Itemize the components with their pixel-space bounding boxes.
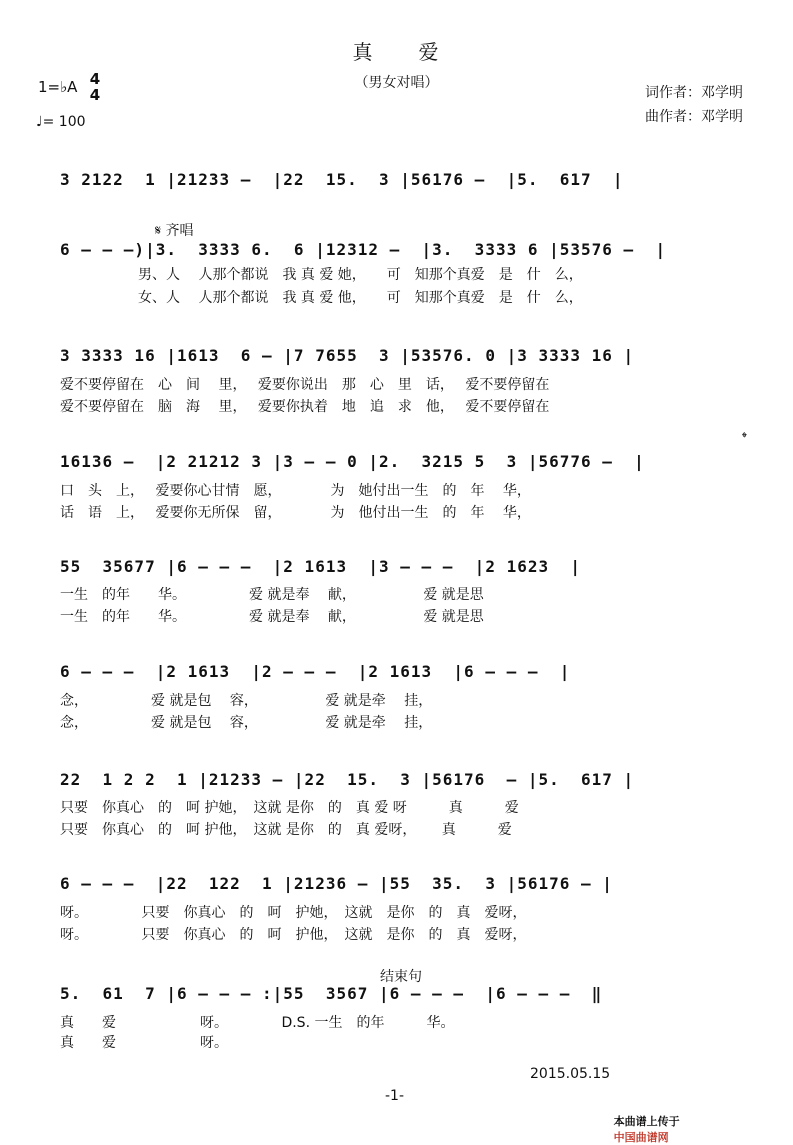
composer-credit: 曲作者：邓学明 — [645, 109, 743, 125]
lyric-male: 呀。 只要 你真心 的 呵 护她， 这就 是你 的 真 爱呀， — [60, 905, 527, 921]
lyric-male: 男、人 人那个都说 我 真 爱 她， 可 知那个真爱 是 什 么， — [138, 267, 583, 283]
notation-row: 5. 61 7 |6 – – – :|55 3567 |6 – – – |6 – – – ‖ — [60, 984, 603, 1003]
notation-row: 3 3333 16 |1613 6 – |7 7655 3 |53576. 0 |3 3333 16 | — [60, 346, 635, 365]
subtitle: （男女对唱） — [354, 75, 439, 91]
lyric-female: 呀。 只要 你真心 的 呵 护他， 这就 是你 的 真 爱呀， — [60, 927, 527, 943]
lyric-male: 真 爱 呀。 D.S. 一生 的年 华。 — [60, 1015, 455, 1031]
upload-text: 本曲谱上传于 — [613, 1115, 680, 1128]
lyric-female: 只要 你真心 的 呵 护他， 这就 是你 的 真 爱呀， 真 爱 — [60, 822, 512, 838]
date-stamp: 2015.05.15 — [530, 1066, 611, 1082]
lyric-female: 话 语 上， 爱要你无所保 留， 为 他付出一生 的 年 华， — [60, 505, 531, 521]
notation-row: 16136 – |2 21212 3 |3 – – 0 |2. 3215 5 3 |56776 – | — [60, 452, 645, 471]
notation-row: 6 – – –)|3. 3333 6. 6 |12312 – |3. 3333 6 |53576 – | — [60, 240, 667, 259]
lyric-female: 真 爱 呀。 — [60, 1035, 228, 1051]
notation-row: 55 35677 |6 – – – |2 1613 |3 – – – |2 1623 | — [60, 557, 582, 576]
ending-label: 结束句 — [380, 969, 422, 985]
lyric-female: 一生 的年 华。 爱 就是奉 献， 爱 就是思 — [60, 609, 484, 625]
key-signature: 1=♭A — [38, 78, 78, 96]
lyric-male: 念， 爱 就是包 容， 爱 就是牵 挂， — [60, 693, 433, 709]
lyricist-credit: 词作者：邓学明 — [645, 85, 743, 101]
title: 真 爱 — [352, 40, 441, 64]
lyric-female: 念， 爱 就是包 容， 爱 就是牵 挂， — [60, 715, 433, 731]
time-signature-top: 4 — [89, 70, 101, 88]
lyric-female: 爱不要停留在 脑 海 里， 爱要你执着 地 追 求 他， 爱不要停留在 — [60, 399, 550, 415]
site-logo[interactable]: 中国曲谱网 — [613, 1131, 669, 1144]
lyric-male: 只要 你真心 的 呵 护她， 这就 是你 的 真 爱 呀 真 爱 — [60, 800, 519, 816]
upload-note — [606, 1100, 680, 1145]
lyric-female: 女、人 人那个都说 我 真 爱 他， 可 知那个真爱 是 什 么， — [138, 290, 583, 306]
notation-row: 22 1 2 2 1 |21233 – |22 15. 3 |56176 – |5. 617 | — [60, 770, 635, 789]
notation-row: 6 – – – |2 1613 |2 – – – |2 1613 |6 – – – | — [60, 662, 571, 681]
time-signature-bottom: 4 — [89, 86, 101, 104]
lyric-male: 一生 的年 华。 爱 就是奉 献， 爱 就是思 — [60, 587, 484, 603]
lyric-male: 口 头 上， 爱要你心甘情 愿， 为 她付出一生 的 年 华， — [60, 483, 531, 499]
tempo-marking: ♩= 100 — [36, 114, 86, 130]
coda-sign: 𝄌 — [742, 430, 747, 446]
page-number: -1- — [385, 1088, 405, 1104]
notation-row: 3 2122 1 |21233 – |22 15. 3 |56176 – |5. 617 | — [60, 170, 624, 189]
notation-row: 6 – – – |22 122 1 |21236 – |55 35. 3 |56176 – | — [60, 874, 613, 893]
lyric-male: 爱不要停留在 心 间 里， 爱要你说出 那 心 里 话， 爱不要停留在 — [60, 377, 550, 393]
segno-marker: 𝄋 齐唱 — [155, 223, 194, 239]
